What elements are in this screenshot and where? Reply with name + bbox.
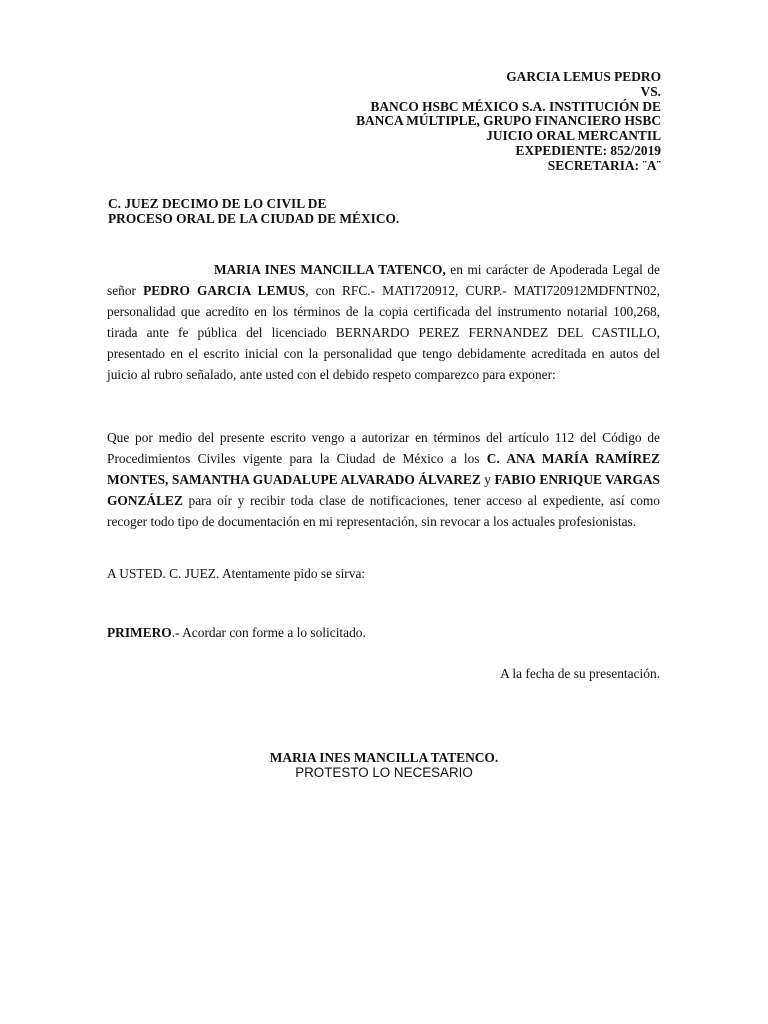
case-header — [221, 70, 661, 174]
addressee-line-1: C. JUEZ DECIMO DE LO CIVIL DE — [108, 196, 327, 211]
attorney-name: MARIA INES MANCILLA TATENCO, — [214, 262, 446, 277]
first-point-label: PRIMERO — [107, 625, 172, 640]
intro-text-b: , con RFC.- MATI720912, CURP.- MATI720912MDFNTN02, personalidad que acredito en los términos de la copia certificada del instrumento notarial 100,268, tirada ante fe pública del licenciado BERNARDO PEREZ FERNANDEZ DEL CASTILLO, presentado en el escrito inicial con la personalidad que tengo debidamente acreditada en autos del juicio al rubro señalado, ante usted con el debido respeto comparezco para exponer: — [107, 283, 660, 382]
authorized-persons-a: C. ANA MARÍA RAMÍREZ MONTES, SAMANTHA GUADALUPE ALVARADO ÁLVAREZ — [107, 451, 660, 487]
client-name: PEDRO GARCIA LEMUS — [143, 283, 306, 298]
paragraph-introduction — [107, 259, 660, 385]
header-line-parties: GARCIA LEMUS PEDRO — [506, 69, 661, 84]
header-line-case-number: EXPEDIENTE: 852/2019 — [515, 142, 661, 158]
signature-name: MARIA INES MANCILLA TATENCO. — [269, 750, 499, 765]
petition-line: A USTED. C. JUEZ. Atentamente pido se sirva: — [107, 566, 366, 581]
intro-text-a: en mi carácter de Apoderada Legal de señor — [107, 262, 660, 298]
signature-block — [184, 750, 584, 780]
header-line-secretary: SECRETARIA: ¨A¨ — [547, 157, 661, 173]
date-line: A la fecha de su presentación. — [500, 666, 660, 681]
addressee-line-2: PROCESO ORAL DE LA CIUDAD DE MÉXICO. — [108, 211, 400, 226]
authorization-connector: y — [480, 472, 495, 487]
first-point — [107, 622, 660, 643]
header-line-bank-1: BANCO HSBC MÉXICO S.A. INSTITUCIÓN DE — [370, 98, 661, 114]
signature-protest: PROTESTO LO NECESARIO — [295, 765, 473, 780]
authorization-text-a: Que por medio del presente escrito vengo a autorizar en términos del artículo 112 del Código de Procedimientos Civiles vigente para la Ciudad de México a los — [107, 430, 660, 466]
header-line-vs: VS. — [640, 83, 661, 99]
paragraph-authorization — [107, 427, 660, 532]
authorization-text-b: para oír y recibir toda clase de notificaciones, tener acceso al expediente, así como recoger todo tipo de documentación en mi representación, sin revocar a los actuales profesionistas. — [107, 493, 660, 529]
header-line-trial-type: JUICIO ORAL MERCANTIL — [486, 128, 661, 144]
authorized-persons-b: FABIO ENRIQUE VARGAS GONZÁLEZ — [107, 472, 661, 508]
first-point-text: .- Acordar con forme a lo solicitado. — [171, 625, 366, 640]
header-line-bank-2: BANCA MÚLTIPLE, GRUPO FINANCIERO HSBC — [356, 113, 661, 129]
addressee-block — [108, 196, 668, 226]
